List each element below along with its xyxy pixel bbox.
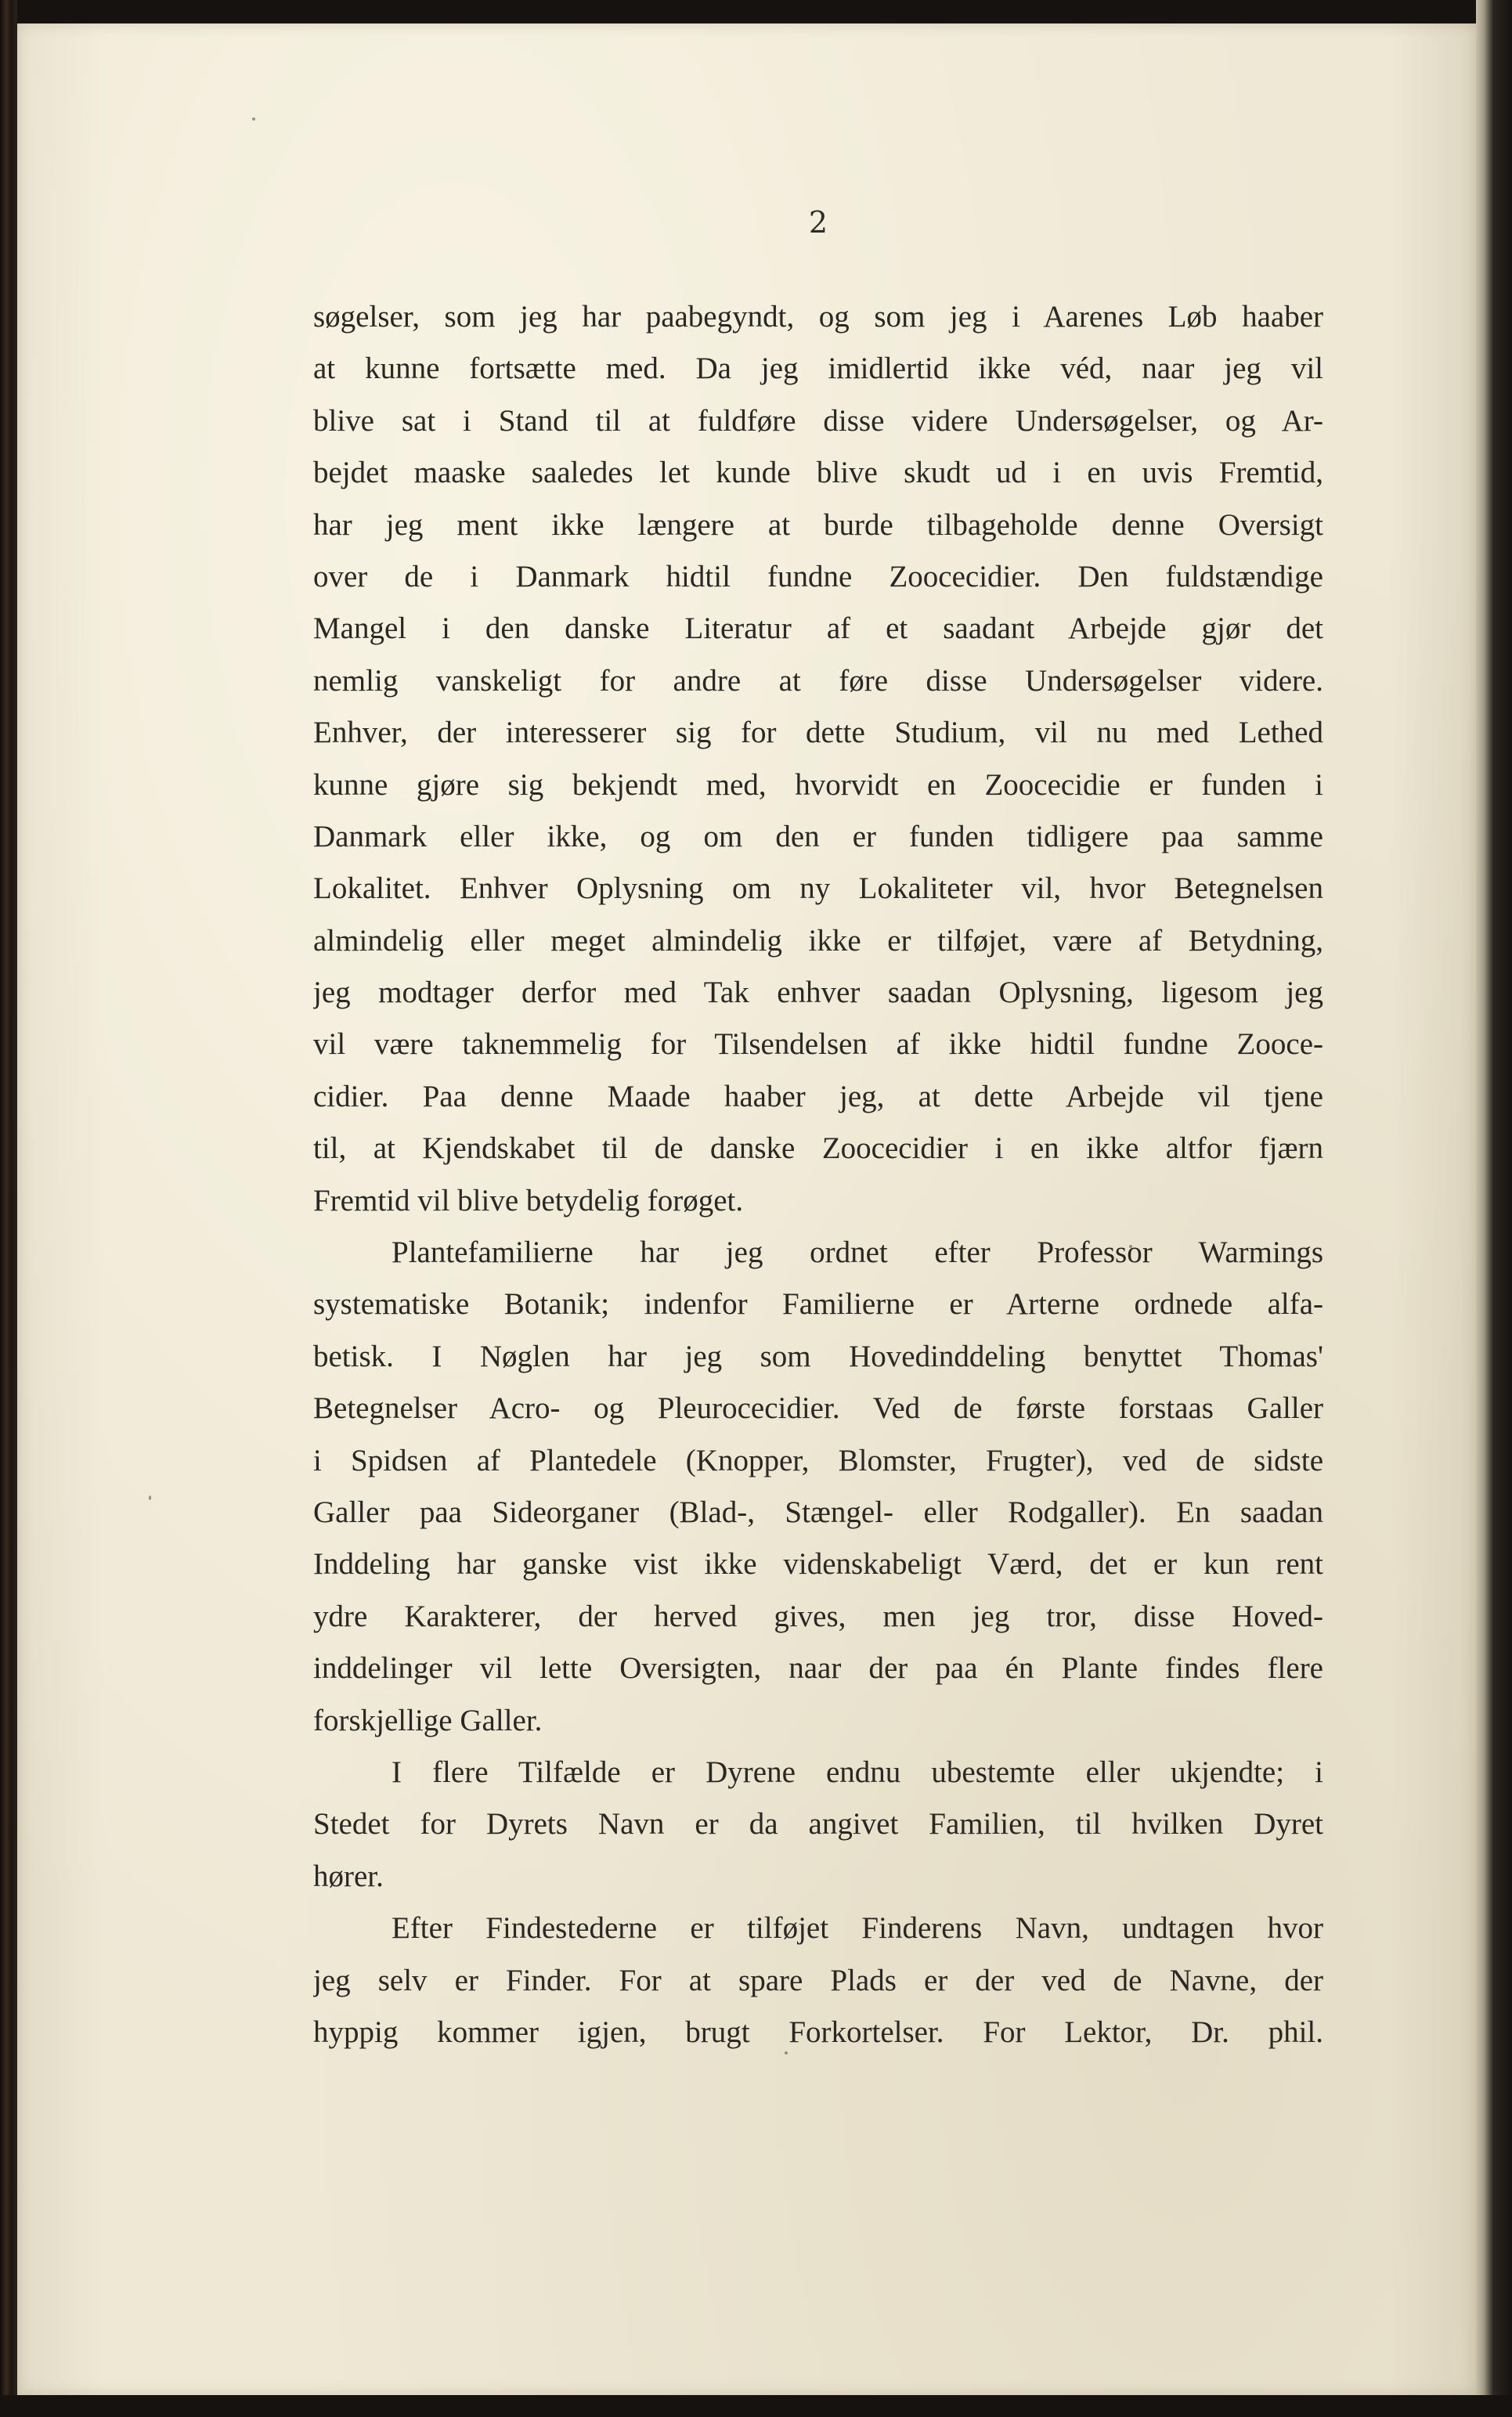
text-line: at kunne fortsætte med. Da jeg imidlertid ikke véd, naar jeg vil [313,352,1323,386]
text-line: forskjellige Galler. [313,1703,543,1737]
text-line: søgelser, som jeg har paabegyndt, og som jeg i Aarenes Løb haaber [313,300,1323,334]
text-line: kunne gjøre sig bekjendt med, hvorvidt en Zoocecidie er funden i [313,767,1323,802]
text-line: ydre Karakterer, der herved gives, men jeg tror, disse Hoved- [313,1599,1323,1633]
text-line: Galler paa Sideorganer (Blad-, Stængel- eller Rodgaller). En saadan [313,1495,1323,1529]
text-line: har jeg ment ikke længere at burde tilbageholde denne Oversigt [313,507,1323,542]
text-line: nemlig vanskeligt for andre at føre disse Undersøgelser videre. [313,663,1323,698]
text-line: bejdet maaske saaledes let kunde blive skudt ud i en uvis Fremtid, [313,456,1323,490]
text-line: Mangel i den danske Literatur af et saadant Arbejde gjør det [313,611,1323,646]
text-line: systematiske Botanik; indenfor Familierne er Arterne ordnede alfa- [313,1287,1323,1322]
text-line: Plantefamilierne har jeg ordnet efter Professor Warmings [392,1236,1323,1270]
text-line: i Spidsen af Plantedele (Knopper, Blomster, Frugter), ved de sidste [313,1443,1323,1477]
text-line: jeg modtager derfor med Tak enhver saadan Oplysning, ligesom jeg [313,976,1323,1010]
text-line: over de i Danmark hidtil fundne Zoocecidier. Den fuldstændige [313,559,1323,593]
text-line: hører. [313,1859,384,1893]
text-line: vil være taknemmelig for Tilsendelsen af ikke hidtil fundne Zooce- [313,1027,1323,1062]
text-line: hyppig kommer igjen, brugt Forkortelser. For Lektor, Dr. phil. [313,2015,1323,2049]
text-line: almindelig eller meget almindelig ikke er tilføjet, være af Betydning, [313,923,1323,958]
text-line: til, at Kjendskabet til de danske Zoocecidier i en ikke altfor fjærn [313,1131,1323,1166]
text-line: Betegnelser Acro- og Pleurocecidier. Ved de første forstaas Galler [313,1391,1323,1426]
text-line: Danmark eller ikke, og om den er funden tidligere paa samme [313,819,1323,853]
text-line: Stedet for Dyrets Navn er da angivet Familien, til hvilken Dyret [313,1807,1323,1842]
text-line: inddelinger vil lette Oversigten, naar der paa én Plante findes flere [313,1651,1323,1686]
book-binding-edge [0,0,17,2417]
text-line: blive sat i Stand til at fuldføre disse videre Undersøgelser, og Ar- [313,403,1323,438]
text-line: jeg selv er Finder. For at spare Plads er der ved de Navne, der [313,1963,1323,1997]
text-line: Efter Findestederne er tilføjet Finderens Navn, undtagen hvor [392,1911,1323,1946]
scan-border-top [0,0,1512,23]
text-line: Lokalitet. Enhver Oplysning om ny Lokaliteter vil, hvor Betegnelsen [313,871,1323,906]
scan-border-right [1476,0,1512,2417]
text-line: betisk. I Nøglen har jeg som Hovedinddeling benyttet Thomas' [313,1339,1323,1373]
text-line: I flere Tilfælde er Dyrene endnu ubestemte eller ukjendte; i [392,1755,1323,1789]
text-line: Fremtid vil blive betydelig forøget. [313,1183,744,1218]
text-line: Inddeling har ganske vist ikke videnskabeligt Værd, det er kun rent [313,1547,1323,1582]
text-line: Enhver, der interesserer sig for dette Studium, vil nu med Lethed [313,716,1323,750]
text-line: cidier. Paa denne Maade haaber jeg, at dette Arbejde vil tjene [313,1079,1323,1113]
body-text [313,291,1323,2058]
scan-border-bottom [0,2395,1512,2417]
page-number: 2 [808,205,828,240]
